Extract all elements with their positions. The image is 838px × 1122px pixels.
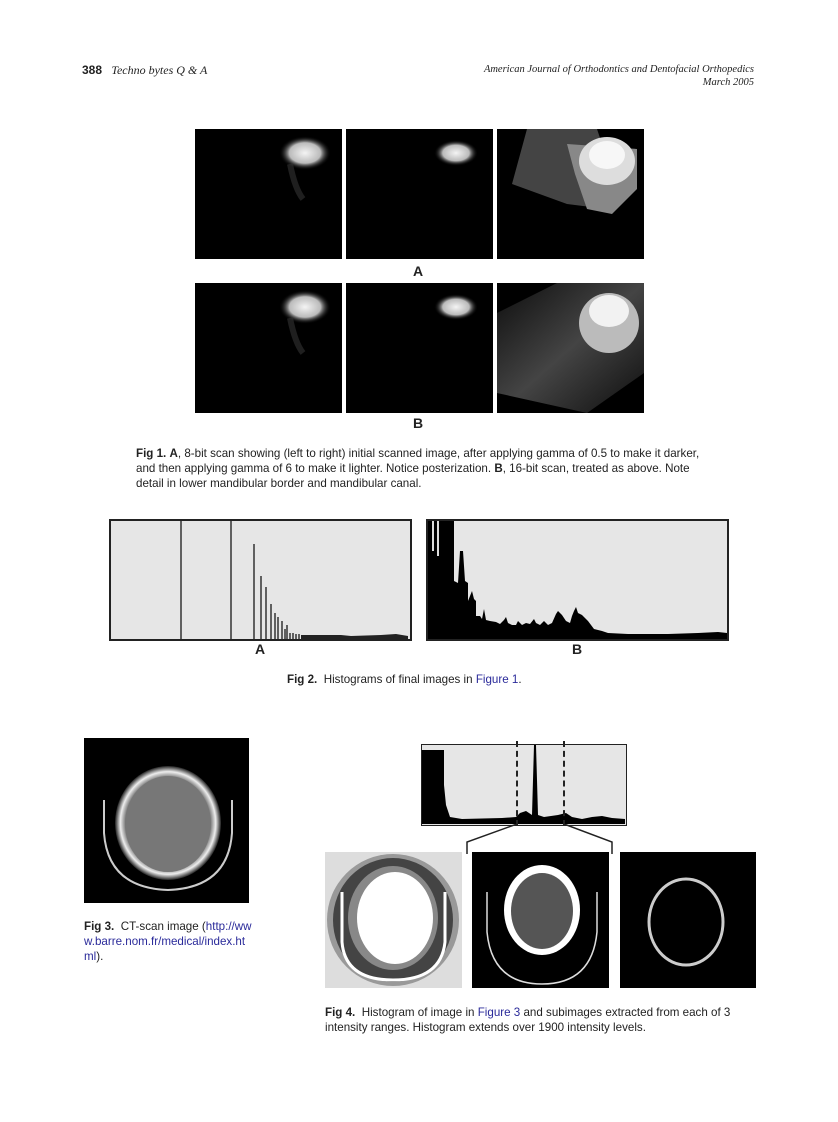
running-header-left: [82, 63, 207, 78]
page-number: 388: [82, 63, 103, 77]
range-marker-low: [516, 741, 518, 826]
fig4-caption-label: Fig 4.: [325, 1006, 356, 1019]
fig1-b-lighter-image: [497, 283, 644, 413]
fig2-histogram-b: [426, 519, 729, 641]
fig2-label-b: B: [572, 641, 583, 657]
fig2-caption: [287, 672, 522, 687]
fig1-a-darker-image: [346, 129, 493, 259]
fig1-b-darker-image: [346, 283, 493, 413]
fig2-caption-end: .: [518, 673, 522, 686]
fig3-caption-label: Fig 3.: [84, 920, 115, 933]
fig2-caption-label: Fig 2.: [287, 673, 318, 686]
fig4-caption-text-2: and subimages extracted from each of 3 intensity ranges. Histogram extends over 1900 intensity levels.: [325, 1006, 731, 1034]
fig4-histogram: [421, 744, 627, 826]
fig3-ct-scan-image: [84, 738, 249, 903]
running-header-right: [484, 63, 754, 89]
range-connector-lines: [460, 824, 620, 854]
fig1-caption-a-marker: A: [169, 447, 178, 460]
fig2-histogram-a: [109, 519, 412, 641]
fig2-caption-text: Histograms of final images in: [323, 673, 476, 686]
fig4-mid-range-image: [472, 852, 609, 988]
fig1-caption-b-marker: B: [494, 462, 503, 475]
figure-3-link[interactable]: Figure 3: [477, 1006, 521, 1019]
fig1-caption-label: Fig 1.: [136, 447, 167, 460]
source-url-link[interactable]: http://www.barre.nom.fr/medical/index.html: [84, 920, 252, 963]
fig1-caption-text-b: , 16-bit scan, treated as above. Note detail in lower mandibular border and mandibular canal.: [136, 462, 690, 490]
range-marker-high: [563, 741, 565, 826]
journal-name: American Journal of Orthodontics and Dentofacial Orthopedics: [483, 64, 754, 75]
fig1-a-initial-image: [195, 129, 342, 259]
fig1-caption-text-a: , 8-bit scan showing (left to right) initial scanned image, after applying gamma of 0.5 to make it darker, and then applying gamma of 6 to make it lighter. Notice posterization.: [136, 447, 700, 475]
fig4-caption-text-1: Histogram of image in: [361, 1006, 478, 1019]
fig4-caption: [325, 1005, 765, 1035]
figure-1-link[interactable]: Figure 1: [475, 673, 519, 686]
fig3-caption: [84, 919, 254, 964]
fig4-low-range-image: [325, 852, 462, 988]
fig1-row-label-a: A: [413, 263, 424, 279]
fig1-a-lighter-image: [497, 129, 644, 259]
fig1-row-label-b: B: [413, 415, 424, 431]
fig3-caption-text: CT-scan image (: [120, 920, 206, 933]
fig4-high-range-image: [620, 852, 756, 988]
issue-date: March 2005: [702, 77, 754, 88]
fig1-b-initial-image: [195, 283, 342, 413]
fig3-caption-end: ).: [96, 950, 104, 963]
fig2-label-a: A: [255, 641, 266, 657]
section-title: Techno bytes Q & A: [111, 63, 208, 77]
fig1-caption: [136, 446, 710, 491]
